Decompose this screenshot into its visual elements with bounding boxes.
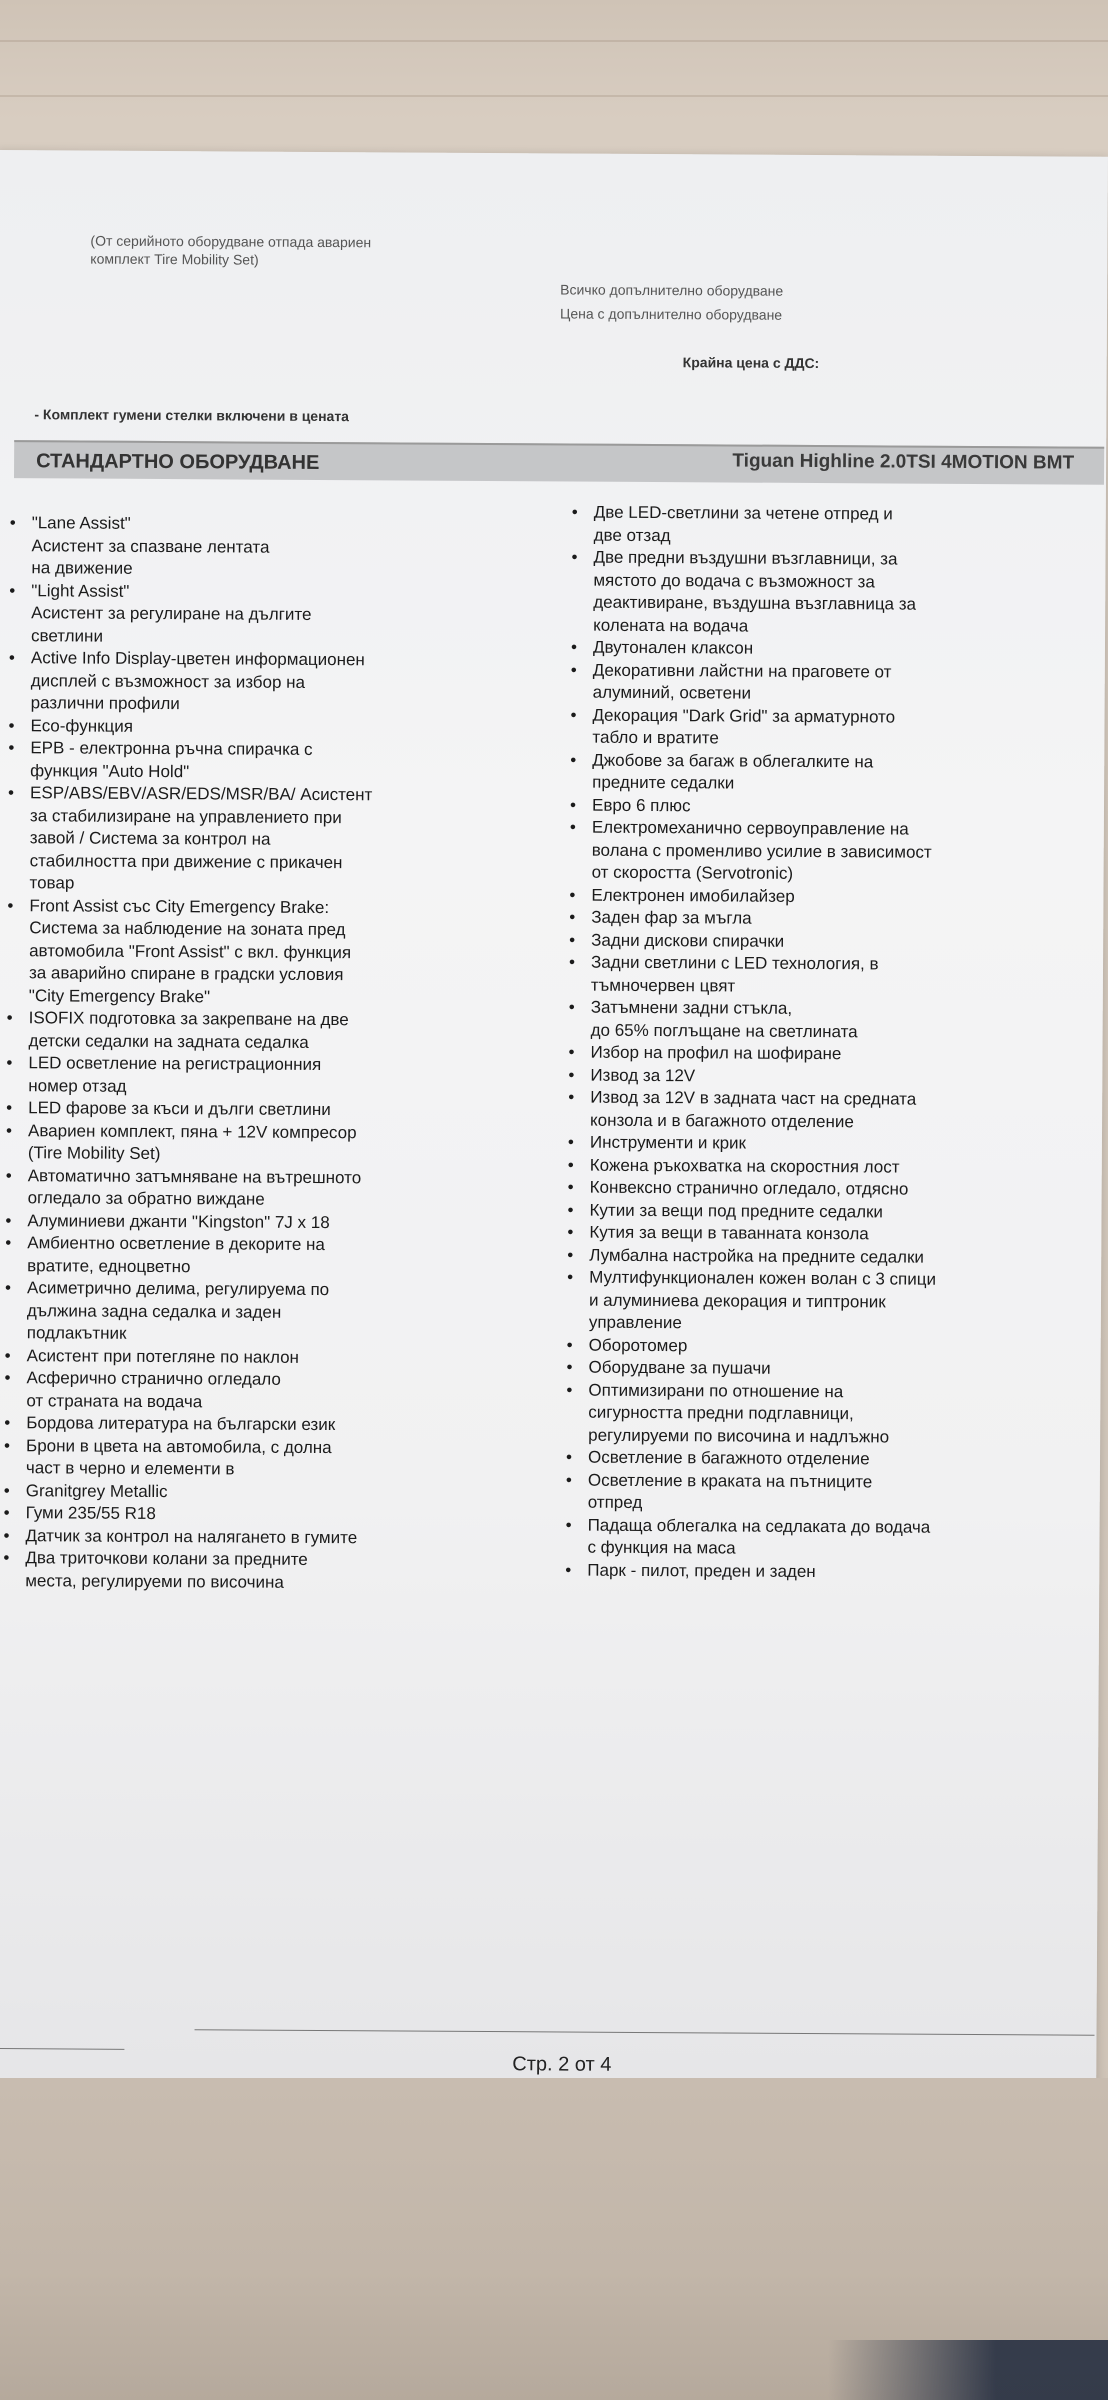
- section-title: СТАНДАРТНО ОБОРУДВАНЕ: [36, 450, 320, 474]
- equipment-item-line: завой / Система за контрол на: [29, 828, 271, 849]
- equipment-item: [570, 637, 1093, 663]
- equipment-item-line: Eco-функция: [30, 715, 134, 736]
- equipment-item: [570, 749, 1092, 797]
- equipment-item: [569, 929, 1091, 955]
- equipment-item-line: Оборотомер: [588, 1335, 688, 1355]
- equipment-item-line: Датчик за контрол на налягането в гумите: [25, 1525, 358, 1547]
- equipment-list-right: [565, 502, 1094, 1585]
- equipment-item-line: Джобове за багаж в облегалките на: [592, 750, 874, 771]
- equipment-item: [567, 1199, 1089, 1225]
- equipment-item-line: функция "Auto Hold": [30, 760, 190, 781]
- bullet-icon: •: [568, 1042, 575, 1062]
- equipment-item-line: Осветление в краката на пътниците: [587, 1470, 873, 1491]
- equipment-item-line: Затъмнени задни стъкла,: [590, 997, 793, 1018]
- equipment-item: [3, 1502, 446, 1527]
- equipment-item-line: Амбиентно осветление в декорите на: [27, 1233, 325, 1255]
- bullet-icon: •: [4, 1278, 12, 1298]
- bullet-icon: •: [567, 1222, 574, 1242]
- equipment-item-line: детски седалки на задната седалка: [28, 1030, 309, 1052]
- equipment-item: [568, 1042, 1090, 1068]
- equipment-item-line: колената на водача: [593, 615, 749, 636]
- bullet-icon: •: [566, 1357, 573, 1377]
- bullet-icon: •: [7, 895, 14, 915]
- equipment-item-line: автомобила "Front Assist" с вкл. функция: [29, 940, 352, 962]
- equipment-item-line: сигурността предни подглавници,: [588, 1402, 854, 1424]
- bullet-icon: •: [568, 1087, 575, 1107]
- equipment-item: [565, 1469, 1088, 1517]
- equipment-item-line: част в черно и елементи в: [25, 1458, 235, 1479]
- equipment-item: [569, 817, 1092, 888]
- section-header: [14, 440, 1104, 485]
- bullet-icon: •: [565, 1470, 572, 1490]
- equipment-item: [8, 737, 450, 785]
- bullet-icon: •: [6, 1053, 13, 1073]
- equipment-item-line: табло и вратите: [592, 727, 719, 748]
- dark-corner-shadow: [828, 2340, 1108, 2400]
- bullet-icon: •: [6, 1008, 13, 1028]
- equipment-item-line: до 65% поглъщане на светлината: [590, 1020, 858, 1041]
- equipment-item: [568, 997, 1091, 1045]
- footer-rule: [195, 2029, 1095, 2035]
- model-name: Tiguan Highline 2.0TSI 4MOTION BMT: [732, 450, 1075, 474]
- equipment-item-line: с функция на маса: [587, 1537, 736, 1558]
- equipment-item-line: Кожена ръкохватка на скоростния лост: [589, 1155, 900, 1177]
- equipment-item-line: места, регулируеми по височина: [25, 1570, 284, 1592]
- final-price-label: Крайна цена с ДДС:: [682, 354, 820, 372]
- equipment-item: [3, 1525, 445, 1550]
- equipment-item-line: алуминий, осветени: [592, 682, 752, 703]
- equipment-item: [568, 952, 1091, 1000]
- equipment-item: [569, 907, 1091, 933]
- equipment-item: [568, 1087, 1090, 1135]
- equipment-item-line: товар: [29, 873, 75, 893]
- equipment-list-left: [3, 512, 452, 1595]
- equipment-item: [3, 1480, 446, 1505]
- equipment-item-line: Асистент за спазване лентата: [31, 535, 270, 557]
- equipment-item: [6, 1097, 448, 1122]
- bullet-icon: •: [571, 547, 578, 567]
- bullet-icon: •: [567, 1267, 574, 1287]
- equipment-item: [4, 1277, 447, 1347]
- footer-rule-left: [0, 2048, 124, 2050]
- equipment-item: [567, 1177, 1090, 1203]
- equipment-item: [570, 704, 1092, 752]
- equipment-item: [5, 1165, 448, 1213]
- bullet-icon: •: [5, 1210, 12, 1230]
- equipment-item: [7, 895, 450, 1010]
- equipment-item-line: на движение: [31, 558, 133, 578]
- equipment-item-line: две отзад: [593, 525, 671, 545]
- equipment-item-line: огледало за обратно виждане: [27, 1188, 265, 1209]
- bullet-icon: •: [3, 1548, 10, 1568]
- equipment-item-line: вратите, едноцветно: [27, 1255, 191, 1276]
- bullet-icon: •: [565, 1560, 572, 1580]
- bullet-icon: •: [570, 637, 577, 657]
- bullet-icon: •: [568, 997, 575, 1017]
- equipment-item: [567, 1132, 1090, 1158]
- equipment-item-line: Инструменти и крик: [589, 1132, 747, 1153]
- equipment-item-line: Евро 6 плюс: [591, 795, 691, 815]
- equipment-item: [4, 1367, 446, 1415]
- equipment-item: [4, 1412, 446, 1437]
- equipment-item-line: Бордова литература на български език: [26, 1413, 336, 1435]
- equipment-item: [569, 794, 1092, 820]
- equipment-item-line: Избор на профил на шофиране: [590, 1042, 842, 1064]
- bullet-icon: •: [8, 648, 15, 668]
- equipment-item: [565, 1559, 1087, 1585]
- equipment-item-line: тъмночервен цвят: [590, 975, 736, 996]
- bullet-icon: •: [8, 715, 15, 735]
- bullet-icon: •: [568, 1065, 575, 1085]
- equipment-item: [565, 1447, 1088, 1473]
- equipment-item-line: "City Emergency Brake": [28, 985, 211, 1006]
- bullet-icon: •: [567, 1155, 574, 1175]
- bullet-icon: •: [9, 513, 16, 533]
- bullet-icon: •: [9, 580, 16, 600]
- equipment-item-line: Мултифункционален кожен волан с 3 спици: [589, 1267, 937, 1289]
- rubber-mats-note: - Комплект гумени стелки включени в цената: [34, 406, 350, 425]
- equipment-item-line: Active Info Display-цветен информационен: [30, 648, 365, 670]
- equipment-item-line: Заден фар за мъгла: [591, 907, 752, 928]
- equipment-item-line: Декорация "Dark Grid" за арматурното: [592, 705, 896, 727]
- equipment-item: [567, 1222, 1089, 1248]
- equipment-item-line: EPB - електронна ръчна спирачка с: [30, 738, 313, 759]
- equipment-item: [8, 715, 450, 740]
- wood-grain: [0, 40, 1108, 42]
- equipment-item-line: предните седалки: [592, 772, 735, 793]
- equipment-item: [567, 1267, 1089, 1338]
- equipment-item-line: LED фарове за къси и дълги светлини: [28, 1098, 331, 1120]
- equipment-item-line: дисплей с възможност за избор на: [30, 670, 306, 692]
- bullet-icon: •: [566, 1380, 573, 1400]
- equipment-item-line: Асистент при потегляне по наклон: [26, 1345, 300, 1367]
- equipment-item-line: Извод за 12V в задната част на средната: [590, 1087, 917, 1109]
- bullet-icon: •: [4, 1435, 11, 1455]
- equipment-item-line: Електромеханично сервоуправление на: [591, 817, 909, 839]
- equipment-item-line: волана с променливо усилие в зависимост: [591, 840, 932, 862]
- equipment-item: [567, 1244, 1089, 1270]
- page-number: Стр. 2 от 4: [512, 2053, 612, 2076]
- equipment-item-line: отпред: [587, 1492, 643, 1512]
- equipment-item-line: Оптимизирани по отношение на: [588, 1380, 844, 1401]
- equipment-item-line: Задни дискови спирачки: [591, 930, 785, 951]
- bullet-icon: •: [8, 783, 15, 803]
- equipment-item: [566, 1379, 1088, 1450]
- equipment-item-line: Осветление в багажното отделение: [587, 1447, 870, 1469]
- equipment-item-line: мястото до водача с възможност за: [593, 570, 875, 591]
- equipment-item: [5, 1232, 447, 1280]
- equipment-item-line: подлакътник: [26, 1323, 127, 1343]
- note-serial-line2: комплект Tire Mobility Set): [90, 250, 259, 268]
- note-serial-line1: (От серийното оборудване отпада авариен: [90, 232, 372, 251]
- equipment-item-line: Две предни въздушни възглавници, за: [593, 547, 898, 569]
- bullet-icon: •: [5, 1165, 12, 1185]
- equipment-item-line: светлини: [30, 625, 104, 646]
- equipment-item: [8, 647, 451, 717]
- equipment-item: [566, 1334, 1089, 1360]
- equipment-item: [6, 1007, 448, 1055]
- equipment-item-line: Система за наблюдение на зоната пред: [29, 918, 346, 940]
- equipment-item-line: Алуминиеви джанти "Kingston" 7J x 18: [27, 1210, 330, 1232]
- equipment-item-line: за стабилизиране на управлението при: [29, 805, 342, 827]
- equipment-item: [3, 1547, 445, 1595]
- bullet-icon: •: [567, 1200, 574, 1220]
- equipment-item-line: деактивиране, въздушна възглавница за: [593, 592, 917, 614]
- bullet-icon: •: [570, 705, 577, 725]
- equipment-item: [4, 1435, 446, 1483]
- equipment-item-line: управление: [588, 1312, 682, 1333]
- equipment-item-line: за аварийно спиране в градски условия: [28, 963, 344, 985]
- equipment-item: [9, 512, 451, 582]
- equipment-item: [571, 547, 1094, 640]
- equipment-item-line: LED осветление на регистрационния: [28, 1053, 322, 1075]
- bullet-icon: •: [567, 1132, 574, 1152]
- equipment-item-line: Парк - пилот, преден и заден: [587, 1560, 816, 1581]
- bullet-icon: •: [565, 1447, 573, 1467]
- equipment-item: [9, 580, 451, 650]
- equipment-item-line: регулируеми по височина и надлъжно: [588, 1425, 890, 1446]
- equipment-item-line: Електронен имобилайзер: [591, 885, 795, 906]
- bullet-icon: •: [570, 750, 577, 770]
- equipment-item-line: Кутии за вещи под предните седалки: [589, 1200, 884, 1221]
- equipment-item: [4, 1345, 447, 1370]
- bullet-icon: •: [569, 795, 577, 815]
- equipment-item-line: Асистент за регулиране на дългите: [31, 603, 312, 624]
- bullet-icon: •: [3, 1503, 10, 1523]
- equipment-item: [5, 1210, 447, 1235]
- bullet-icon: •: [571, 502, 578, 522]
- equipment-item-line: стабилността при движение с прикачен: [29, 850, 343, 872]
- bullet-icon: •: [3, 1525, 10, 1545]
- equipment-item-line: Кутия за вещи в таванната конзола: [589, 1222, 869, 1244]
- equipment-item-line: дължина задна седалка и заден: [26, 1300, 282, 1322]
- equipment-item-line: Асиметрично делима, регулируема по: [26, 1278, 330, 1300]
- equipment-item: [569, 884, 1091, 910]
- equipment-item-line: Двутонален клаксон: [592, 637, 754, 658]
- equipment-item-line: Конвексно странично огледало, отдясно: [589, 1177, 909, 1199]
- equipment-item-line: Падаща облегалка на седлаката до водача: [587, 1515, 931, 1537]
- equipment-item: [570, 659, 1093, 707]
- equipment-item: [568, 1064, 1090, 1090]
- bullet-icon: •: [4, 1413, 11, 1433]
- extra-equipment-total: Всичко допълнително оборудване: [560, 281, 784, 299]
- equipment-item: [6, 1052, 448, 1100]
- equipment-item-line: Авариен комплект, пяна + 12V компресор: [27, 1120, 357, 1142]
- price-with-extras: Цена с допълнително оборудване: [559, 305, 783, 323]
- bullet-icon: •: [4, 1368, 11, 1388]
- equipment-item-line: "Light Assist": [31, 580, 130, 601]
- equipment-item: [566, 1357, 1089, 1383]
- equipment-item: [567, 1154, 1090, 1180]
- bullet-icon: •: [569, 930, 576, 950]
- bullet-icon: •: [6, 1098, 13, 1118]
- equipment-item-line: Оборудване за пушачи: [588, 1357, 771, 1378]
- equipment-item: [5, 1120, 448, 1168]
- wood-grain: [0, 95, 1108, 97]
- equipment-item-line: "Lane Assist": [31, 513, 131, 533]
- bullet-icon: •: [4, 1345, 11, 1365]
- equipment-item-line: Брони в цвета на автомобила, с долна: [26, 1435, 332, 1457]
- bullet-icon: •: [569, 907, 576, 927]
- bullet-icon: •: [569, 885, 576, 905]
- equipment-item-line: Гуми 235/55 R18: [25, 1503, 156, 1524]
- bullet-icon: •: [8, 738, 15, 758]
- equipment-item-line: номер отзад: [28, 1075, 127, 1096]
- document-page: [0, 150, 1108, 2085]
- equipment-item-line: Задни светлини с LED технология, в: [590, 952, 879, 974]
- equipment-item-line: Лумбална настройка на предните седалки: [589, 1245, 924, 1267]
- bullet-icon: •: [565, 1515, 572, 1535]
- bullet-icon: •: [566, 1335, 573, 1355]
- equipment-item: [571, 502, 1094, 550]
- equipment-item-line: Два триточкови колани за предните: [25, 1548, 308, 1569]
- equipment-item-line: конзола и в багажното отделение: [590, 1110, 854, 1131]
- equipment-item: [565, 1514, 1087, 1562]
- equipment-item-line: Granitgrey Metallic: [25, 1480, 168, 1501]
- bullet-icon: •: [567, 1245, 574, 1265]
- bullet-icon: •: [5, 1120, 13, 1140]
- equipment-item-line: от страната на водача: [26, 1390, 203, 1411]
- equipment-item: [8, 782, 450, 897]
- equipment-item-line: Извод за 12V: [590, 1065, 696, 1085]
- equipment-item-line: и алуминиева декорация и типтроник: [588, 1290, 886, 1311]
- equipment-item-line: ISOFIX подготовка за закрепване на две: [28, 1008, 349, 1030]
- equipment-item-line: Front Assist със City Emergency Brake:: [29, 895, 330, 917]
- equipment-item-line: Две LED-светлини за четене отпред и: [593, 502, 893, 524]
- equipment-item-line: ESP/ABS/EBV/ASR/EDS/MSR/BA/ Асистент: [30, 783, 373, 805]
- bullet-icon: •: [567, 1177, 574, 1197]
- equipment-item-line: Асферично странично огледало: [26, 1368, 281, 1389]
- bullet-icon: •: [5, 1233, 12, 1253]
- bullet-icon: •: [568, 952, 576, 972]
- bullet-icon: •: [569, 817, 576, 837]
- equipment-item-line: от скоростта (Servotronic): [591, 862, 794, 883]
- equipment-item-line: различни профили: [30, 693, 180, 714]
- bullet-icon: •: [3, 1480, 10, 1500]
- equipment-item-line: (Tire Mobility Set): [27, 1143, 161, 1164]
- equipment-item-line: Автоматично затъмняване на вътрешното: [27, 1165, 362, 1187]
- bullet-icon: •: [570, 660, 577, 680]
- equipment-item-line: Декоративни лайстни на праговете от: [592, 660, 892, 681]
